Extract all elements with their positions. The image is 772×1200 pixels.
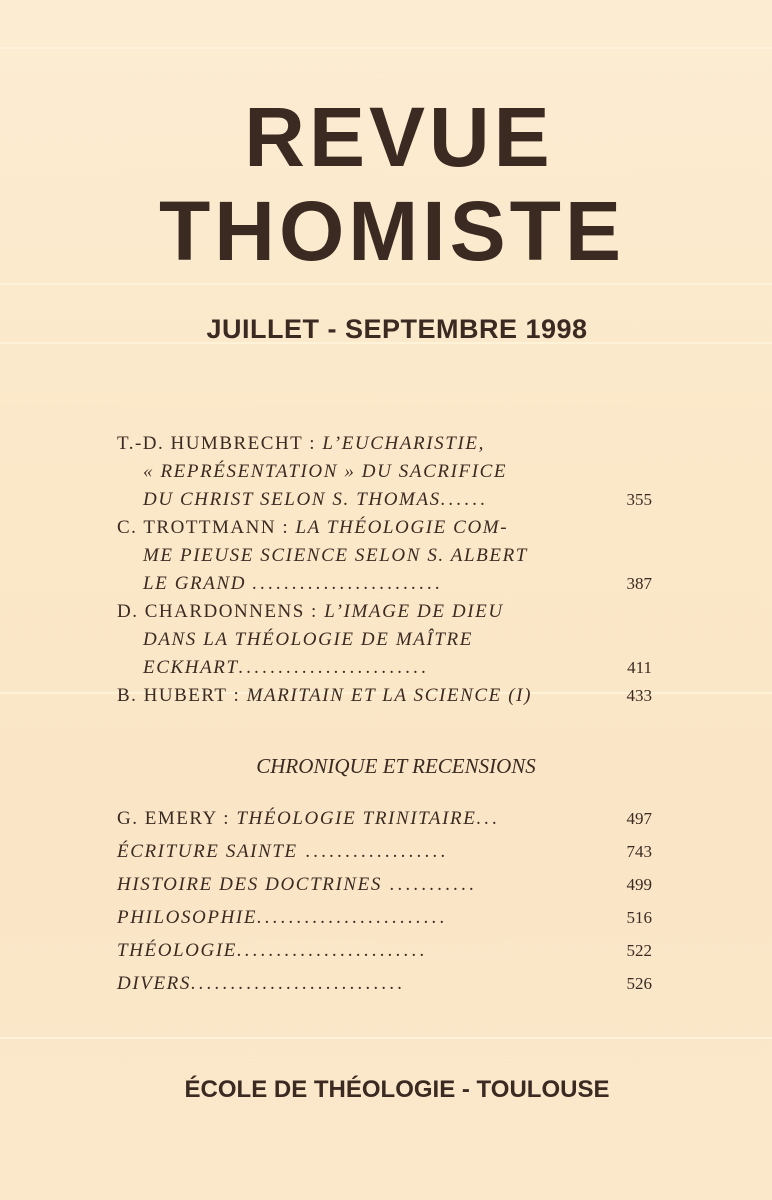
- dot-leader: ........................: [257, 907, 448, 928]
- item-title: HISTOIRE DES DOCTRINES: [117, 874, 382, 895]
- chronique-item: [117, 835, 652, 868]
- article-author: C. TROTTMANN :: [117, 517, 290, 538]
- page-number: 516: [626, 908, 652, 927]
- dot-leader: ........................: [238, 657, 430, 678]
- publisher-footer: ÉCOLE DE THÉOLOGIE - TOULOUSE: [184, 1076, 610, 1103]
- issue-date: JUILLET - SEPTEMBRE 1998: [206, 314, 588, 344]
- page-number: 387: [626, 574, 652, 593]
- item-title: THÉOLOGIE: [117, 940, 237, 961]
- article-title: ECKHART: [143, 657, 239, 678]
- page-number: 526: [626, 974, 652, 993]
- article-title: LE GRAND: [143, 573, 247, 594]
- dot-leader: ...: [476, 808, 501, 829]
- paper-streak: [0, 283, 772, 285]
- article-title: MARITAIN ET LA SCIENCE (I): [246, 685, 533, 706]
- page-number: 411: [627, 658, 652, 677]
- chronique-item: [117, 868, 652, 901]
- article-title: L’IMAGE DE DIEU: [324, 601, 504, 622]
- toc-article: [117, 598, 652, 682]
- item-title: THÉOLOGIE TRINITAIRE: [236, 808, 477, 829]
- chronique-item: [117, 934, 652, 967]
- paper-streak: [0, 1037, 772, 1039]
- dot-leader: ........................: [252, 573, 444, 594]
- chronique-item: [117, 967, 652, 1000]
- dot-leader: ...........................: [190, 973, 406, 994]
- page-number: 433: [626, 686, 652, 705]
- toc-article: [117, 430, 652, 514]
- dot-leader: ...........: [381, 874, 478, 895]
- item-title: ÉCRITURE SAINTE: [117, 841, 298, 862]
- page-number: 499: [626, 875, 652, 894]
- article-author: T.-D. HUMBRECHT :: [117, 433, 316, 454]
- article-title: ME PIEUSE SCIENCE SELON S. ALBERT: [143, 545, 528, 566]
- toc-article: [117, 514, 652, 598]
- item-author: G. EMERY :: [117, 808, 230, 829]
- page-number: 522: [626, 941, 652, 960]
- journal-title-line2: THOMISTE: [159, 184, 625, 278]
- journal-title-line1: REVUE: [244, 90, 554, 184]
- chronique-item: [117, 802, 652, 835]
- dot-leader: ..................: [297, 841, 449, 862]
- page-number: 355: [626, 490, 652, 509]
- chronique-item: [117, 901, 652, 934]
- article-title: L’EUCHARISTIE,: [322, 433, 485, 454]
- chronique-list: [117, 802, 652, 1000]
- article-title: DU CHRIST SELON S. THOMAS: [143, 489, 441, 510]
- dot-leader: ......: [440, 489, 489, 510]
- article-title: DANS LA THÉOLOGIE DE MAÎTRE: [143, 629, 473, 650]
- page-number: 743: [626, 842, 652, 861]
- article-title: LA THÉOLOGIE COM-: [295, 517, 509, 538]
- item-title: DIVERS: [117, 973, 191, 994]
- dot-leader: ........................: [236, 940, 428, 961]
- article-author: B. HUBERT :: [117, 685, 241, 706]
- toc-article: [117, 682, 652, 710]
- article-author: D. CHARDONNENS :: [117, 601, 318, 622]
- section-heading: CHRONIQUE ET RECENSIONS: [256, 754, 536, 778]
- page-number: 497: [626, 809, 652, 828]
- item-title: PHILOSOPHIE: [117, 907, 258, 928]
- paper-streak: [0, 47, 772, 49]
- article-title: « REPRÉSENTATION » DU SACRIFICE: [143, 461, 508, 482]
